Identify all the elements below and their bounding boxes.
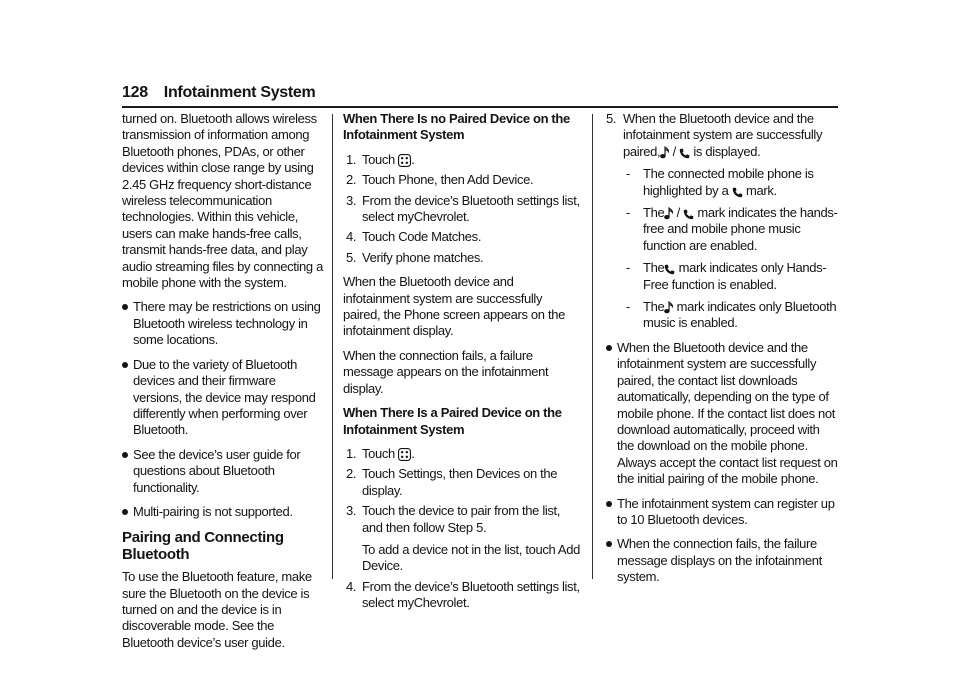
slash: / (672, 143, 676, 159)
step-number: 2. (346, 172, 357, 188)
bullet-text: Due to the variety of Bluetooth devices and their firmware versions, the device may respond differently when performing over Bluetooth. (133, 356, 316, 438)
step-text: When the Bluetooth device and the infotainment system are successfully (623, 111, 823, 143)
step-text: Touch (362, 151, 395, 167)
step-text: Verify phone matches. (362, 249, 484, 265)
subheading-paired-device: When There Is a Paired Device on the Infotainment System (343, 405, 562, 437)
sub-text: mark indicates the hands-free and mobile phone music function are enabled. (643, 205, 838, 253)
bullet-text: See the device’s user guide for questions about Bluetooth functionality. (133, 446, 301, 495)
step-item (343, 193, 580, 226)
bullet-dot (606, 345, 612, 351)
column-divider-2 (592, 114, 593, 579)
sub-text: The (643, 299, 665, 315)
page-header (122, 84, 838, 106)
column-2 (343, 111, 580, 616)
step-text: Touch Settings, then Devices on the display. (362, 466, 558, 498)
step-item (343, 172, 580, 188)
phone-handset-icon (664, 264, 675, 275)
bullet-item (122, 504, 327, 520)
sub-text: mark. (746, 182, 777, 198)
step-number: 1. (346, 445, 357, 461)
step-item (343, 466, 580, 499)
bullet-dot (606, 541, 612, 547)
apps-grid-icon (398, 154, 411, 167)
paired-paragraph: When the Bluetooth device and infotainment system are successfully paired, the Phone screen appears on the infotainment display. (343, 274, 565, 339)
bullet-text: When the connection fails, the failure message displays on the infotainment system. (617, 536, 822, 585)
column-divider-1 (332, 114, 333, 579)
subheading-no-paired-device: When There Is no Paired Device on the Infotainment System (343, 111, 570, 143)
bullet-text: When the Bluetooth device and the infotainment system are successfully paired, the contact list downloads automatically, depending on the type of mobile phone. If the contact list does not download automatically, proceed with the download on the mobile phone. Always accept the contact list request on the initial pairing of the mobile phone. (617, 339, 838, 487)
step-text: is displayed. (693, 143, 761, 159)
sub-text: The connected mobile phone is highlighted by a (643, 166, 814, 198)
header-rule (122, 106, 838, 108)
bullet-item (606, 536, 838, 585)
step-text: Touch (362, 445, 395, 461)
step-item (343, 250, 580, 266)
bullet-text: Multi-pairing is not supported. (133, 503, 293, 519)
step-item (343, 446, 580, 462)
step-number: 5. (346, 249, 357, 265)
phone-handset-icon (732, 187, 743, 198)
step-item (343, 503, 580, 575)
sub-text: The (643, 205, 665, 221)
step-number: 1. (346, 151, 357, 167)
step-item (343, 229, 580, 245)
step-number: 4. (346, 578, 357, 594)
bullet-item (606, 496, 838, 529)
bullet-dot (606, 501, 612, 507)
sub-text: mark indicates only Bluetooth music is enabled. (643, 299, 837, 331)
step-text-end: . (411, 151, 415, 167)
bullet-item (122, 357, 327, 439)
sub-item (623, 260, 838, 293)
step-number: 5. (606, 111, 617, 126)
step-text: From the device’s Bluetooth settings list, select myChevrolet. (362, 578, 580, 611)
column-1 (122, 111, 327, 659)
phone-handset-icon (683, 209, 694, 220)
dash: - (626, 205, 630, 221)
page-number: 128 (122, 84, 148, 101)
step-number: 3. (346, 503, 357, 519)
step-text: From the device’s Bluetooth settings list, select myChevrolet. (362, 192, 580, 225)
sub-item (623, 166, 838, 199)
slash: / (676, 205, 680, 221)
step-number: 3. (346, 192, 357, 208)
column-3 (606, 111, 838, 594)
step-text: Touch Code Matches. (362, 229, 482, 245)
step-text: Touch the device to pair from the list, and then follow Step 5. (362, 503, 561, 535)
dash: - (626, 166, 630, 182)
bullet-dot (122, 304, 128, 310)
step-text-end: . (411, 445, 415, 461)
step-text: Touch Phone, then Add Device. (362, 172, 534, 188)
step-item (606, 111, 838, 160)
step-item (343, 579, 580, 612)
music-note-icon (660, 146, 669, 159)
bullet-dot (122, 452, 128, 458)
sub-item (623, 299, 838, 332)
phone-handset-icon (679, 148, 690, 159)
bullet-text: There may be restrictions on using Bluetooth wireless technology in some locations. (133, 299, 321, 348)
bullet-item (606, 340, 838, 488)
bullet-dot (122, 509, 128, 515)
dash: - (626, 299, 630, 315)
chapter-title: Infotainment System (163, 84, 316, 101)
step-item (343, 152, 580, 168)
step-note: To add a device not in the list, touch Add Device. (362, 541, 581, 574)
apps-grid-icon (398, 448, 411, 461)
sub-item (623, 205, 838, 254)
section-heading: Pairing and Connecting Bluetooth (122, 529, 284, 563)
dash: - (626, 260, 630, 276)
failure-paragraph: When the connection fails, a failure message appears on the infotainment display. (343, 347, 549, 396)
sub-text: mark indicates only Hands-Free function is enabled. (643, 260, 827, 292)
bullet-dot (122, 362, 128, 368)
bullet-text: The infotainment system can register up to 10 Bluetooth devices. (617, 495, 835, 527)
bullet-item (122, 299, 327, 348)
music-note-icon (664, 301, 673, 314)
music-note-icon (664, 207, 673, 220)
step-number: 2. (346, 466, 357, 482)
section-paragraph: To use the Bluetooth feature, make sure the Bluetooth on the device is turned on and the device is in discoverable mode. See the Bluetooth device’s user guide. (122, 569, 312, 650)
step-text: paired, (623, 143, 661, 159)
bullet-item (122, 447, 327, 496)
sub-text: The (643, 260, 665, 276)
step-number: 4. (346, 229, 357, 245)
intro-paragraph: turned on. Bluetooth allows wireless transmission of information among Bluetooth phones, PDAs, or other devices within close range by using 2.45 GHz frequency short-distance wireless telecommunication technologies. Within this vehicle, users can make hands-free calls, transmit hands-free data, and play audio streaming files by connecting a mobile phone with the system. (122, 111, 323, 291)
